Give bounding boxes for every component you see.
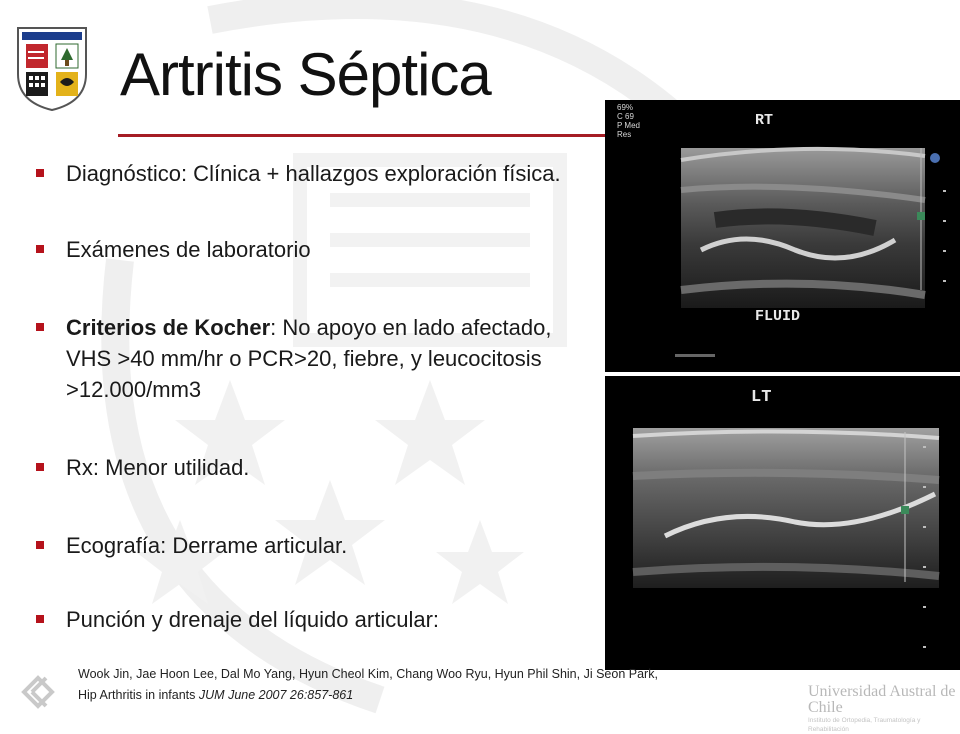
setting-line: Res: [617, 130, 632, 139]
bullet-square-icon: [36, 245, 44, 253]
bullet-text: [66, 312, 596, 405]
bullet-square-icon: [36, 323, 44, 331]
reference-title-line: [78, 685, 778, 706]
bullet-square-icon: [36, 541, 44, 549]
footer-logo-icon: [18, 672, 62, 712]
ultrasound-image-right: [605, 100, 960, 372]
page-title: Artritis Séptica: [120, 41, 491, 108]
fluid-label: FLUID: [755, 308, 801, 325]
setting-line: C 69: [617, 112, 634, 121]
reference-citation: [78, 664, 778, 706]
bullet-text: Exámenes de laboratorio: [66, 237, 311, 262]
ultrasound-scan-left: [605, 376, 960, 670]
setting-line: 69%: [617, 103, 634, 112]
reference-authors: Wook Jin, Jae Hoon Lee, Dal Mo Yang, Hyun Cheol Kim, Chang Woo Ryu, Hyun Phil Shin, Ji Seon Park,: [78, 667, 658, 681]
bullet-text: Punción y drenaje del líquido articular:: [66, 607, 440, 632]
bullet-text: Rx: Menor utilidad.: [66, 455, 250, 480]
institution-footer: [808, 684, 956, 734]
ultrasound-image-left: [605, 376, 960, 670]
bullet-bold-term: Criterios de Kocher: [66, 315, 271, 340]
title-underline: [118, 134, 610, 137]
bullet-text: Diagnóstico: Clínica + hallazgos exploración física.: [66, 161, 561, 186]
institution-subtitle: Instituto de Ortopedia, Traumatología y Rehabilitación: [808, 717, 921, 733]
ultrasound-scan-right: [605, 100, 960, 372]
bullet-text: Ecografía: Derrame articular.: [66, 533, 348, 558]
bullet-square-icon: [36, 463, 44, 471]
university-crest-logo: [14, 22, 90, 112]
reference-title: Hip Arthritis in infants: [78, 688, 196, 702]
bullet-rest: : No apoyo en lado afectado, VHS >40 mm/hr o PCR>20, fiebre, y leucocitosis >12.000/mm3: [66, 315, 552, 402]
setting-line: P Med: [617, 121, 640, 130]
bullet-square-icon: [36, 615, 44, 623]
reference-journal: JUM June 2007 26:857-861: [198, 688, 354, 702]
institution-name: Universidad Austral de Chile: [808, 683, 956, 716]
side-label-rt: RT: [755, 112, 774, 129]
ultrasound-settings: [617, 103, 640, 139]
bullet-square-icon: [36, 169, 44, 177]
side-label-lt: LT: [751, 388, 772, 407]
